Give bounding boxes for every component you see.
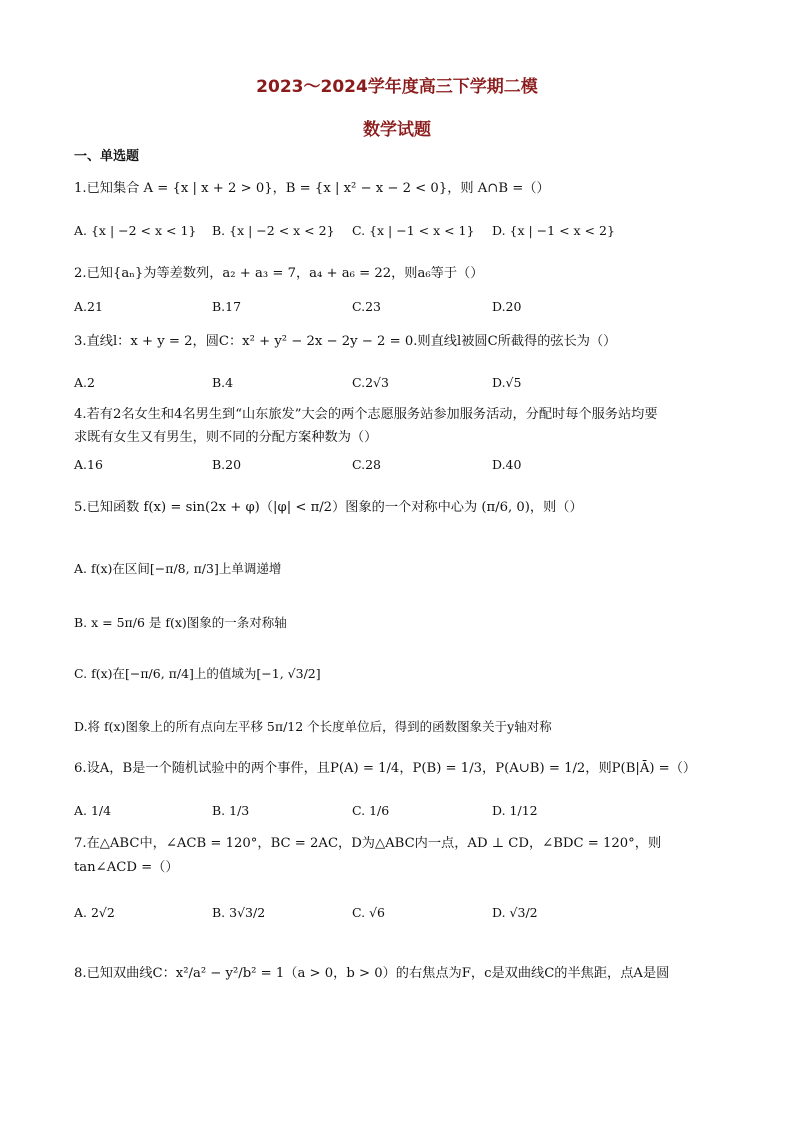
question-2-option-d: D.20 — [492, 299, 522, 314]
question-5-option-b: B. x = 5π/6 是 f(x)图象的一条对称轴 — [74, 615, 287, 630]
section-heading: 一、单选题 — [74, 149, 140, 164]
question-4-option-c: C.28 — [352, 457, 381, 472]
question-6-stem: 6.设A，B是一个随机试验中的两个事件，且P(A) = 1/4，P(B) = 1/3，P(A∪B) = 1/2，则P(B|Ā) =（） — [74, 761, 697, 776]
question-4-stem-line-2: 求既有女生又有男生，则不同的分配方案种数为（） — [74, 430, 378, 445]
question-2-option-b: B.17 — [212, 299, 242, 314]
question-6-option-b: B. 1/3 — [212, 803, 250, 818]
question-5-stem: 5.已知函数 f(x) = sin(2x + φ)（|φ| < π/2）图象的一个对称中心为 (π/6, 0)，则（） — [74, 500, 583, 515]
question-4-stem-line-1: 4.若有2名女生和4名男生到“山东旅发”大会的两个志愿服务站参加服务活动，分配时每个服务站均要 — [74, 407, 658, 422]
question-1-option-a: A. {x | −2 < x < 1} — [74, 223, 197, 238]
question-8-stem: 8.已知双曲线C：x²/a² − y²/b² = 1（a > 0，b > 0）的右焦点为F，c是双曲线C的半焦距，点A是圆 — [74, 966, 670, 981]
question-7-option-c: C. √6 — [352, 905, 385, 920]
question-2-stem: 2.已知{aₙ}为等差数列，a₂ + a₃ = 7，a₄ + a₆ = 22，则a₆等于（） — [74, 266, 484, 281]
question-2-option-a: A.21 — [74, 299, 103, 314]
question-7-option-a: A. 2√2 — [74, 905, 115, 920]
question-1-option-b: B. {x | −2 < x < 2} — [212, 223, 335, 238]
question-3-option-b: B.4 — [212, 375, 234, 390]
question-3-option-d: D.√5 — [492, 375, 522, 390]
question-1-option-d: D. {x | −1 < x < 2} — [492, 223, 615, 238]
question-1-option-c: C. {x | −1 < x < 1} — [352, 223, 475, 238]
question-5-option-c: C. f(x)在[−π/6, π/4]上的值域为[−1, √3/2] — [74, 666, 321, 681]
question-6-option-c: C. 1/6 — [352, 803, 390, 818]
exam-title: 2023～2024学年度高三下学期二模 — [256, 77, 538, 97]
question-3-stem: 3.直线l：x + y = 2，圆C：x² + y² − 2x − 2y − 2 = 0.则直线l被圆C所截得的弦长为（） — [74, 334, 617, 349]
question-1-stem: 1.已知集合 A = {x | x + 2 > 0}，B = {x | x² − x − 2 < 0}，则 A∩B =（） — [74, 181, 550, 196]
question-3-option-a: A.2 — [74, 375, 95, 390]
question-4-option-b: B.20 — [212, 457, 242, 472]
question-3-option-c: C.2√3 — [352, 375, 389, 390]
question-5-option-d: D.将 f(x)图象上的所有点向左平移 5π/12 个长度单位后，得到的函数图象关于y轴对称 — [74, 719, 552, 734]
question-6-option-a: A. 1/4 — [74, 803, 112, 818]
question-6-option-d: D. 1/12 — [492, 803, 538, 818]
question-7-stem-line-2: tan∠ACD =（） — [74, 860, 179, 875]
question-5-option-a: A. f(x)在区间[−π/8, π/3]上单调递增 — [74, 561, 282, 576]
question-4-option-a: A.16 — [74, 457, 103, 472]
question-7-stem-line-1: 7.在△ABC中，∠ACB = 120°，BC = 2AC，D为△ABC内一点，AD ⊥ CD，∠BDC = 120°，则 — [74, 836, 662, 851]
question-4-option-d: D.40 — [492, 457, 522, 472]
question-7-option-d: D. √3/2 — [492, 905, 538, 920]
exam-subtitle: 数学试题 — [363, 120, 431, 140]
question-2-option-c: C.23 — [352, 299, 381, 314]
question-7-option-b: B. 3√3/2 — [212, 905, 266, 920]
